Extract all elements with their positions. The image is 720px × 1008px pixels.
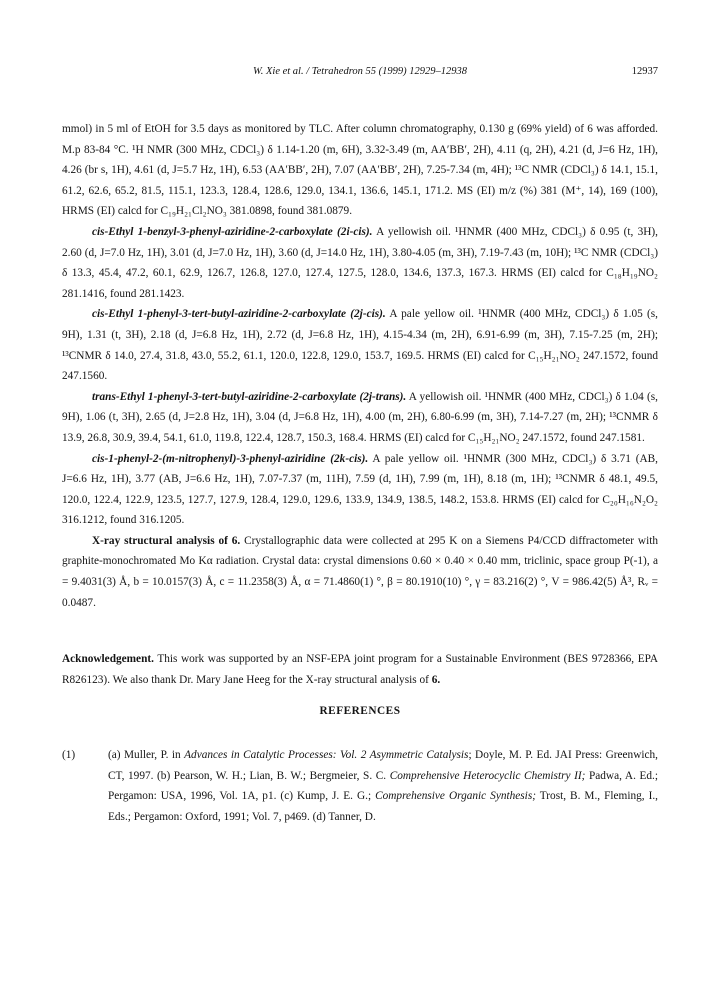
acknowledgement-end: 6. xyxy=(431,673,441,686)
references-heading: REFERENCES xyxy=(319,705,401,717)
ref-part: ; Doyle, M. P. Ed. JAI Press: Greenwich, CT, 1997. (b) Pearson, W. H.; Lian, B. W.; Bergmeier, S. C. xyxy=(108,749,658,782)
paragraph-2k-cis xyxy=(62,449,658,531)
ref-part: Trost, B. M., Fleming, I., Eds.; Pergamon: Oxford, 1991; Vol. 7, p469. (d) Tanner, D. xyxy=(108,790,658,823)
ref-book-title: Advances in Catalytic Processes: Vol. 2 Asymmetric Catalysis xyxy=(184,749,469,761)
reference-number: (1) xyxy=(62,749,76,761)
paragraph-text: A pale yellow oil. ¹HNMR (300 MHz, CDCl₃) δ 3.71 (AB, J=6.6 Hz, 1H), 3.77 (AB, J=6.6 Hz, 1H), 7.07-7.37 (m, 11H), 7.59 (d, 1H), 7.99 (m, 1H), 8.18 (m, 1H); ¹³CNMR δ 48.1, 49.5, 120.0, 122.4, 122.9, 123.5, 127.7, 127.9, 128.4, 129.0, 129.6, 133.9, 134.9, 138.5, 148.2, 153.8. HRMS (EI) calcd for C₂₀H₁₆N₂O₂ 316.1212, found 316.1205. xyxy=(62,452,658,527)
paragraph-2j-trans xyxy=(62,387,658,449)
paragraph-text: A pale yellow oil. ¹HNMR (400 MHz, CDCl₃) δ 1.05 (s, 9H), 1.31 (t, 3H), 2.18 (d, J=6.8 Hz, 1H), 2.72 (d, J=6.8 Hz, 1H), 4.15-4.34 (m, 2H), 6.91-6.99 (m, 3H), 7.15-7.25 (m, 2H); ¹³CNMR δ 14.0, 27.4, 31.8, 43.0, 55.2, 61.1, 120.0, 122.8, 129.0, 153.7, 169.5. HRMS (EI) calcd for C₁₅H₂₁NO₂ 247.1572, found 247.1560. xyxy=(62,308,658,383)
ref-book-title: Comprehensive Heterocyclic Chemistry II; xyxy=(389,769,586,782)
compound-heading: cis-1-phenyl-2-(m-nitrophenyl)-3-phenyl-aziridine (2k-cis). xyxy=(92,452,369,465)
paragraph-text: A yellowish oil. ¹HNMR (400 MHz, CDCl₃) δ 0.95 (t, 3H), 2.60 (d, J=7.0 Hz, 1H), 3.01 (d, J=7.0 Hz, 1H), 3.60 (d, J=14.0 Hz, 1H), 3.80-4.05 (m, 3H), 7.19-7.43 (m, 10H); ¹³C NMR (CDCl₃) δ 13.3, 45.4, 47.2, 60.1, 62.9, 126.7, 126.8, 127.0, 127.4, 127.5, 128.0, 134.6, 137.3, 167.3. HRMS (EI) calcd for C₁₈H₁₉NO₂ 281.1416, found 281.1423. xyxy=(62,225,659,300)
compound-heading: cis-Ethyl 1-phenyl-3-tert-butyl-aziridine-2-carboxylate (2j-cis). xyxy=(92,308,386,321)
page-number: 12937 xyxy=(631,66,658,77)
paragraph-xray xyxy=(62,531,658,613)
ref-book-title: Comprehensive Organic Synthesis; xyxy=(375,790,536,803)
paragraph-text: Crystallographic data were collected at 295 K on a Siemens P4/CCD diffractometer with graphite-monochromated Mo Kα radiation. Crystal data: crystal dimensions 0.60 × 0.40 × 0.40 mm, triclinic, space group P(-1), a = 9.4031(3) Å, b = 10.0157(3) Å, c = 11.2358(3) Å, α = 71.4860(1) °, β = 80.1910(10) °, γ = 83.216(2) °, V = 986.42(5) Å³, Rᵥ = 0.0487. xyxy=(62,534,658,609)
acknowledgement xyxy=(62,649,658,690)
reference-text xyxy=(108,745,658,827)
compound-heading: trans-Ethyl 1-phenyl-3-tert-butyl-aziridine-2-carboxylate (2j-trans). xyxy=(92,390,407,403)
acknowledgement-label: Acknowledgement. xyxy=(62,653,154,665)
xray-heading: X-ray structural analysis of 6. xyxy=(92,534,241,547)
experimental-text xyxy=(62,119,658,613)
paragraph-2j-cis xyxy=(62,304,658,386)
compound-heading: cis-Ethyl 1-benzyl-3-phenyl-aziridine-2-carboxylate (2i-cis). xyxy=(92,225,373,238)
journal-citation: W. Xie et al. / Tetrahedron 55 (1999) 12929–12938 xyxy=(252,66,468,77)
reference-1 xyxy=(62,745,658,827)
paragraph-text: A yellowish oil. ¹HNMR (400 MHz, CDCl₃) δ 1.04 (s, 9H), 1.06 (t, 3H), 2.65 (d, J=2.8 Hz, 1H), 3.04 (d, J=6.8 Hz, 1H), 4.00 (m, 2H), 6.80-6.99 (m, 3H), 7.14-7.27 (m, 2H); ¹³CNMR δ 13.9, 26.8, 30.9, 39.4, 54.1, 61.0, 119.8, 122.4, 128.7, 150.3, 168.4. HRMS (EI) calcd for C₁₅H₂₁NO₂ 247.1572, found 247.1581. xyxy=(62,390,658,444)
paragraph-2i-cis xyxy=(62,222,658,304)
paragraph-text: mmol) in 5 ml of EtOH for 3.5 days as monitored by TLC. After column chromatography, 0.130 g (69% yield) of 6 was afforded. M.p 83-84 °C. ¹H NMR (300 MHz, CDCl₃) δ 1.14-1.20 (m, 6H), 3.32-3.49 (m, AA′BB′, 2H), 4.11 (q, 2H), 4.21 (d, J=6 Hz, 1H), 4.26 (br s, 1H), 4.61 (d, J=5.7 Hz, 1H), 6.53 (AA′BB′, 2H), 7.07 (AA′BB′, 2H), 7.25-7.34 (m, 4H); ¹³C NMR (CDCl₃) δ 14.1, 15.1, 61.2, 62.6, 65.2, 81.5, 115.1, 123.3, 128.4, 128.6, 129.0, 134.1, 136.6, 145.1, 171.2. MS (EI) m/z (%) 381 (M⁺, 14), 169 (100), HRMS (EI) calcd for C₁₉H₂₁Cl₂NO₃ 381.0898, found 381.0879. xyxy=(62,123,658,218)
ref-part: Padwa, A. Ed.; Pergamon: USA, 1996, Vol. 1A, p1. (c) Kump, J. E. G.; xyxy=(108,769,658,803)
acknowledgement-text: This work was supported by an NSF-EPA joint program for a Sustainable Environment (BES 9728366, EPA R826123). We also thank Dr. Mary Jane Heeg for the X-ray structural analysis of xyxy=(62,653,658,686)
ref-part: (a) Muller, P. in xyxy=(108,749,185,761)
paragraph-compound-6 xyxy=(62,119,658,222)
